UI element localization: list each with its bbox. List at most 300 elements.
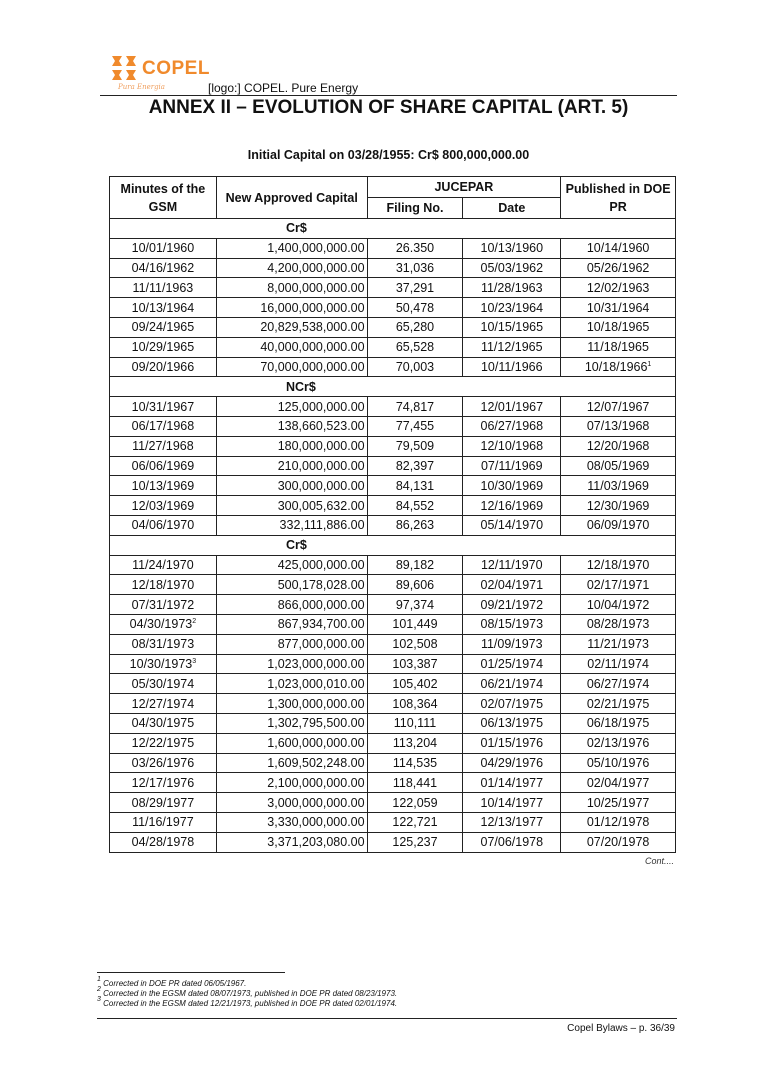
published-cell	[561, 832, 676, 852]
capital-cell-value: 500,178,028.00	[277, 577, 365, 592]
capital-cell-value: 1,023,000,010.00	[267, 676, 365, 691]
filing-date-cell	[463, 674, 561, 694]
footnotes	[97, 976, 398, 1009]
filing-date-cell-value: 11/12/1965	[480, 340, 543, 355]
table-row	[110, 713, 676, 733]
filing-date-cell-value: 12/13/1977	[480, 815, 544, 830]
filing-number-cell-value: 26.350	[395, 241, 435, 256]
filing-date-cell	[463, 713, 561, 733]
capital-cell-value: 2,100,000,000.00	[267, 775, 365, 790]
share-capital-table	[109, 176, 676, 853]
page-number: Copel Bylaws – p. 36/39	[567, 1023, 675, 1034]
table-row	[110, 832, 676, 852]
footnote	[97, 986, 398, 999]
minutes-cell-value: 11/11/1963	[132, 280, 194, 295]
capital-cell-value: 1,300,000,000.00	[267, 696, 365, 711]
published-cell	[561, 456, 676, 476]
filing-number-cell-value: 65,528	[395, 340, 435, 355]
minutes-cell	[110, 337, 217, 357]
filing-date-cell-value: 10/23/1964	[480, 300, 544, 315]
published-cell	[561, 496, 676, 516]
capital-cell	[216, 258, 367, 278]
published-cell-value: 10/31/1964	[586, 300, 650, 315]
published-cell-value: 12/18/1970	[586, 557, 650, 572]
minutes-cell-value: 10/13/1969	[131, 478, 195, 493]
footnote-number: 1	[97, 976, 101, 983]
capital-cell-value: 1,400,000,000.00	[267, 241, 365, 256]
capital-cell	[216, 278, 367, 298]
capital-cell	[216, 575, 367, 595]
filing-number-cell-value: 37,291	[395, 280, 435, 295]
filing-date-cell	[463, 654, 561, 674]
capital-cell-value: 877,000,000.00	[277, 637, 365, 652]
filing-number-cell	[367, 397, 463, 417]
footnote-ref: 1	[647, 360, 652, 368]
capital-cell	[216, 436, 367, 456]
footnote-number: 2	[97, 986, 101, 993]
filing-date-cell	[463, 812, 561, 832]
published-cell	[561, 793, 676, 813]
published-cell-value: 07/20/1978	[586, 835, 650, 850]
published-cell-value: 10/14/1960	[586, 241, 650, 256]
capital-cell	[216, 337, 367, 357]
published-cell-value: 02/17/1971	[586, 577, 650, 592]
filing-date-cell-value: 02/04/1971	[480, 577, 544, 592]
filing-number-cell	[367, 654, 463, 674]
table-row	[110, 793, 676, 813]
filing-date-cell-value: 11/28/1963	[480, 280, 543, 295]
copel-logo	[112, 54, 210, 94]
minutes-cell	[110, 634, 217, 654]
published-cell	[561, 416, 676, 436]
capital-cell	[216, 456, 367, 476]
published-cell-value: 05/26/1962	[586, 260, 650, 275]
filing-number-cell-value: 122,059	[392, 795, 438, 810]
minutes-cell-value: 12/18/1970	[131, 577, 195, 592]
currency-label: Cr$	[110, 535, 676, 555]
filing-number-cell	[367, 278, 463, 298]
published-cell	[561, 555, 676, 575]
published-cell-value: 01/12/1978	[586, 815, 650, 830]
footnote-text: Corrected in DOE PR dated 06/05/1967.	[103, 979, 247, 988]
minutes-cell-value: 06/17/1968	[131, 419, 195, 434]
minutes-cell	[110, 654, 217, 674]
table-row	[110, 337, 676, 357]
table-row	[110, 575, 676, 595]
filing-number-cell-value: 110,111	[393, 716, 437, 731]
minutes-cell	[110, 832, 217, 852]
published-cell-value: 02/04/1977	[586, 775, 650, 790]
minutes-cell	[110, 575, 217, 595]
minutes-cell-value: 10/31/1967	[131, 399, 195, 414]
filing-number-cell-value: 89,182	[395, 557, 435, 572]
capital-cell	[216, 713, 367, 733]
filing-date-cell	[463, 496, 561, 516]
capital-cell-value: 180,000,000.00	[277, 439, 365, 454]
table-row	[110, 397, 676, 417]
table-row	[110, 753, 676, 773]
capital-cell	[216, 634, 367, 654]
filing-date-cell-value: 12/16/1969	[480, 498, 544, 513]
header-capital: New Approved Capital	[216, 177, 367, 219]
published-cell	[561, 812, 676, 832]
minutes-cell	[110, 733, 217, 753]
published-cell-value: 06/09/1970	[586, 518, 650, 533]
minutes-cell-value: 10/13/1964	[131, 300, 195, 315]
filing-date-cell	[463, 357, 561, 377]
filing-date-cell-value: 11/09/1973	[480, 637, 543, 652]
filing-number-cell	[367, 456, 463, 476]
table-row	[110, 436, 676, 456]
filing-date-cell-value: 08/15/1973	[480, 617, 544, 632]
capital-cell-value: 1,023,000,000.00	[267, 656, 365, 671]
logo-tagline: Pura Energia	[118, 83, 165, 91]
capital-cell	[216, 298, 367, 318]
capital-cell	[216, 416, 367, 436]
capital-cell	[216, 812, 367, 832]
header-jucepar: JUCEPAR	[367, 177, 561, 198]
filing-date-cell-value: 12/11/1970	[480, 557, 543, 572]
capital-cell	[216, 793, 367, 813]
capital-cell	[216, 357, 367, 377]
capital-cell-value: 4,200,000,000.00	[267, 260, 365, 275]
published-cell	[561, 476, 676, 496]
page-title: ANNEX II – EVOLUTION OF SHARE CAPITAL (ART. 5)	[148, 97, 629, 118]
filing-number-cell	[367, 753, 463, 773]
published-cell	[561, 713, 676, 733]
filing-number-cell-value: 101,449	[392, 617, 438, 632]
table-row	[110, 456, 676, 476]
filing-number-cell-value: 114,535	[392, 755, 438, 770]
filing-date-cell	[463, 397, 561, 417]
currency-section-row	[110, 377, 676, 397]
filing-number-cell	[367, 832, 463, 852]
filing-date-cell-value: 10/13/1960	[480, 241, 544, 256]
filing-number-cell	[367, 595, 463, 615]
capital-cell-value: 210,000,000.00	[277, 458, 365, 473]
filing-number-cell-value: 125,237	[392, 835, 438, 850]
filing-date-cell	[463, 515, 561, 535]
minutes-cell	[110, 317, 217, 337]
minutes-cell	[110, 298, 217, 318]
minutes-cell	[110, 555, 217, 575]
capital-cell	[216, 773, 367, 793]
filing-date-cell-value: 10/30/1969	[480, 478, 544, 493]
published-cell-value: 06/27/1974	[586, 676, 650, 691]
footnote-ref: 2	[192, 618, 197, 626]
filing-number-cell	[367, 713, 463, 733]
capital-cell-value: 3,371,203,080.00	[267, 835, 365, 850]
minutes-cell-value: 09/20/1966	[131, 359, 195, 374]
minutes-cell-value: 04/16/1962	[131, 260, 195, 275]
minutes-cell	[110, 793, 217, 813]
filing-date-cell	[463, 753, 561, 773]
filing-number-cell-value: 84,131	[395, 478, 435, 493]
published-cell	[561, 575, 676, 595]
published-cell-value: 11/18/1965	[587, 340, 649, 355]
filing-number-cell	[367, 555, 463, 575]
minutes-cell-value: 06/06/1969	[131, 458, 195, 473]
filing-date-cell-value: 01/14/1977	[480, 775, 544, 790]
filing-date-cell	[463, 278, 561, 298]
filing-date-cell	[463, 476, 561, 496]
capital-cell	[216, 397, 367, 417]
minutes-cell	[110, 595, 217, 615]
minutes-cell-value: 04/30/1975	[131, 716, 195, 731]
table-row	[110, 773, 676, 793]
continued-label: Cont....	[644, 856, 674, 866]
header-date: Date	[463, 198, 561, 219]
table-row	[110, 674, 676, 694]
minutes-cell-value: 12/17/1976	[131, 775, 195, 790]
header-minutes: Minutes of the GSM	[110, 177, 217, 219]
minutes-cell	[110, 694, 217, 714]
table-row	[110, 278, 676, 298]
published-cell-value: 12/20/1968	[586, 439, 650, 454]
capital-cell-value: 3,000,000,000.00	[267, 795, 365, 810]
capital-cell	[216, 317, 367, 337]
filing-date-cell	[463, 773, 561, 793]
capital-cell	[216, 654, 367, 674]
published-cell-value: 12/02/1963	[586, 280, 650, 295]
filing-date-cell	[463, 832, 561, 852]
minutes-cell-value: 08/31/1973	[131, 637, 195, 652]
capital-cell-value: 20,829,538,000.00	[260, 320, 365, 335]
minutes-cell-value: 10/01/1960	[131, 241, 195, 256]
filing-date-cell-value: 05/14/1970	[480, 518, 544, 533]
published-cell	[561, 337, 676, 357]
filing-number-cell-value: 103,387	[392, 656, 438, 671]
filing-number-cell-value: 113,204	[392, 736, 438, 751]
published-cell	[561, 654, 676, 674]
filing-date-cell-value: 12/01/1967	[480, 399, 544, 414]
table-row	[110, 317, 676, 337]
published-cell	[561, 317, 676, 337]
minutes-cell	[110, 753, 217, 773]
filing-date-cell	[463, 238, 561, 258]
minutes-cell	[110, 476, 217, 496]
footnote-ref: 3	[192, 657, 197, 665]
minutes-cell	[110, 773, 217, 793]
capital-cell	[216, 674, 367, 694]
filing-date-cell-value: 06/27/1968	[480, 419, 544, 434]
table-body	[110, 219, 676, 853]
filing-number-cell	[367, 773, 463, 793]
filing-number-cell	[367, 614, 463, 634]
filing-date-cell	[463, 575, 561, 595]
published-cell	[561, 674, 676, 694]
capital-cell	[216, 832, 367, 852]
filing-number-cell-value: 105,402	[392, 676, 438, 691]
currency-label: NCr$	[110, 377, 676, 397]
published-cell-value: 06/18/1975	[586, 716, 650, 731]
capital-cell	[216, 694, 367, 714]
filing-date-cell-value: 05/03/1962	[480, 260, 544, 275]
capital-cell-value: 425,000,000.00	[277, 557, 365, 572]
minutes-cell	[110, 238, 217, 258]
filing-date-cell	[463, 317, 561, 337]
filing-number-cell-value: 79,509	[395, 439, 435, 454]
initial-capital: Initial Capital on 03/28/1955: Cr$ 800,000,000.00	[247, 148, 530, 162]
filing-number-cell	[367, 298, 463, 318]
filing-number-cell-value: 97,374	[395, 597, 435, 612]
filing-number-cell	[367, 812, 463, 832]
footnote-text: Corrected in the EGSM dated 12/21/1973, published in DOE PR dated 02/01/1974.	[103, 999, 398, 1008]
published-cell-value: 07/13/1968	[586, 419, 650, 434]
published-cell	[561, 238, 676, 258]
minutes-cell-value: 12/27/1974	[131, 696, 195, 711]
capital-cell-value: 866,000,000.00	[277, 597, 365, 612]
filing-number-cell-value: 50,478	[395, 300, 435, 315]
table-row	[110, 298, 676, 318]
filing-date-cell-value: 09/21/1972	[480, 597, 544, 612]
currency-section-row	[110, 535, 676, 555]
capital-cell-value: 332,111,886.00	[279, 518, 365, 533]
published-cell	[561, 694, 676, 714]
header-divider	[100, 95, 677, 96]
published-cell	[561, 753, 676, 773]
published-cell-value: 10/18/1966	[584, 359, 648, 374]
table-row	[110, 515, 676, 535]
filing-number-cell	[367, 476, 463, 496]
minutes-cell-value: 10/29/1965	[131, 340, 195, 355]
filing-number-cell-value: 77,455	[395, 419, 435, 434]
capital-cell	[216, 733, 367, 753]
filing-date-cell	[463, 436, 561, 456]
capital-cell	[216, 614, 367, 634]
minutes-cell-value: 11/27/1968	[132, 439, 194, 454]
header-label: [logo:] COPEL. Pure Energy	[208, 81, 359, 95]
filing-number-cell	[367, 416, 463, 436]
filing-date-cell-value: 07/11/1969	[480, 458, 543, 473]
published-cell-value: 10/04/1972	[586, 597, 650, 612]
filing-date-cell	[463, 337, 561, 357]
minutes-cell-value: 11/16/1977	[132, 815, 194, 830]
filing-number-cell-value: 118,441	[392, 775, 438, 790]
minutes-cell	[110, 456, 217, 476]
minutes-cell	[110, 278, 217, 298]
filing-number-cell	[367, 515, 463, 535]
minutes-cell	[110, 614, 217, 634]
filing-number-cell	[367, 238, 463, 258]
filing-number-cell	[367, 496, 463, 516]
footnote-number: 3	[97, 996, 101, 1003]
filing-number-cell	[367, 436, 463, 456]
published-cell-value: 02/21/1975	[586, 696, 650, 711]
footnote-divider	[97, 972, 285, 973]
capital-cell	[216, 753, 367, 773]
table-row	[110, 733, 676, 753]
filing-date-cell	[463, 298, 561, 318]
filing-date-cell	[463, 456, 561, 476]
capital-cell	[216, 496, 367, 516]
minutes-cell	[110, 416, 217, 436]
table-row	[110, 634, 676, 654]
minutes-cell-value: 05/30/1974	[131, 676, 195, 691]
filing-date-cell-value: 02/07/1975	[480, 696, 544, 711]
filing-number-cell	[367, 733, 463, 753]
minutes-cell	[110, 515, 217, 535]
table-row	[110, 555, 676, 575]
published-cell-value: 10/25/1977	[586, 795, 650, 810]
minutes-cell-value: 12/03/1969	[131, 498, 195, 513]
capital-cell-value: 867,934,700.00	[277, 617, 365, 632]
published-cell-value: 02/11/1974	[587, 656, 649, 671]
filing-number-cell	[367, 337, 463, 357]
capital-cell	[216, 515, 367, 535]
table-row	[110, 614, 676, 634]
minutes-cell-value: 04/28/1978	[131, 835, 195, 850]
published-cell	[561, 436, 676, 456]
table-row	[110, 694, 676, 714]
filing-date-cell	[463, 614, 561, 634]
minutes-cell-value: 11/24/1970	[132, 557, 194, 572]
minutes-cell	[110, 357, 217, 377]
table-row	[110, 812, 676, 832]
published-cell	[561, 634, 676, 654]
filing-date-cell	[463, 694, 561, 714]
filing-number-cell	[367, 793, 463, 813]
minutes-cell-value: 03/26/1976	[131, 755, 195, 770]
filing-number-cell	[367, 357, 463, 377]
minutes-cell-value: 04/30/1973	[129, 617, 193, 632]
filing-date-cell	[463, 555, 561, 575]
published-cell	[561, 278, 676, 298]
published-cell-value: 08/05/1969	[586, 458, 650, 473]
capital-cell	[216, 595, 367, 615]
capital-cell-value: 1,302,795,500.00	[267, 716, 365, 731]
filing-number-cell	[367, 317, 463, 337]
capital-cell-value: 3,330,000,000.00	[267, 815, 365, 830]
minutes-cell	[110, 436, 217, 456]
currency-section-row	[110, 219, 676, 239]
filing-number-cell-value: 74,817	[395, 399, 435, 414]
filing-number-cell	[367, 634, 463, 654]
filing-date-cell-value: 01/25/1974	[480, 656, 544, 671]
filing-number-cell	[367, 575, 463, 595]
filing-date-cell-value: 04/29/1976	[480, 755, 544, 770]
filing-date-cell	[463, 416, 561, 436]
minutes-cell	[110, 812, 217, 832]
minutes-cell-value: 07/31/1972	[131, 597, 195, 612]
published-cell-value: 12/30/1969	[586, 498, 650, 513]
published-cell	[561, 298, 676, 318]
filing-number-cell	[367, 694, 463, 714]
filing-date-cell-value: 10/14/1977	[480, 795, 544, 810]
footnote-text: Corrected in the EGSM dated 08/07/1973, published in DOE PR dated 08/23/1973.	[103, 989, 398, 998]
filing-date-cell	[463, 258, 561, 278]
capital-cell-value: 70,000,000,000.00	[260, 359, 365, 374]
capital-cell-value: 1,600,000,000.00	[267, 736, 365, 751]
filing-number-cell-value: 65,280	[395, 320, 435, 335]
filing-number-cell	[367, 674, 463, 694]
filing-date-cell-value: 10/11/1966	[480, 359, 543, 374]
published-cell-value: 05/10/1976	[586, 755, 650, 770]
table-row	[110, 476, 676, 496]
capital-cell	[216, 476, 367, 496]
filing-number-cell-value: 86,263	[395, 518, 435, 533]
minutes-cell	[110, 397, 217, 417]
footer-divider	[97, 1018, 677, 1019]
published-cell-value: 10/18/1965	[586, 320, 650, 335]
filing-number-cell-value: 82,397	[395, 458, 435, 473]
header-filing: Filing No.	[367, 198, 463, 219]
filing-date-cell	[463, 595, 561, 615]
published-cell	[561, 515, 676, 535]
minutes-cell-value: 04/06/1970	[131, 518, 195, 533]
logo-text: COPEL	[142, 58, 210, 79]
minutes-cell-value: 08/29/1977	[131, 795, 195, 810]
